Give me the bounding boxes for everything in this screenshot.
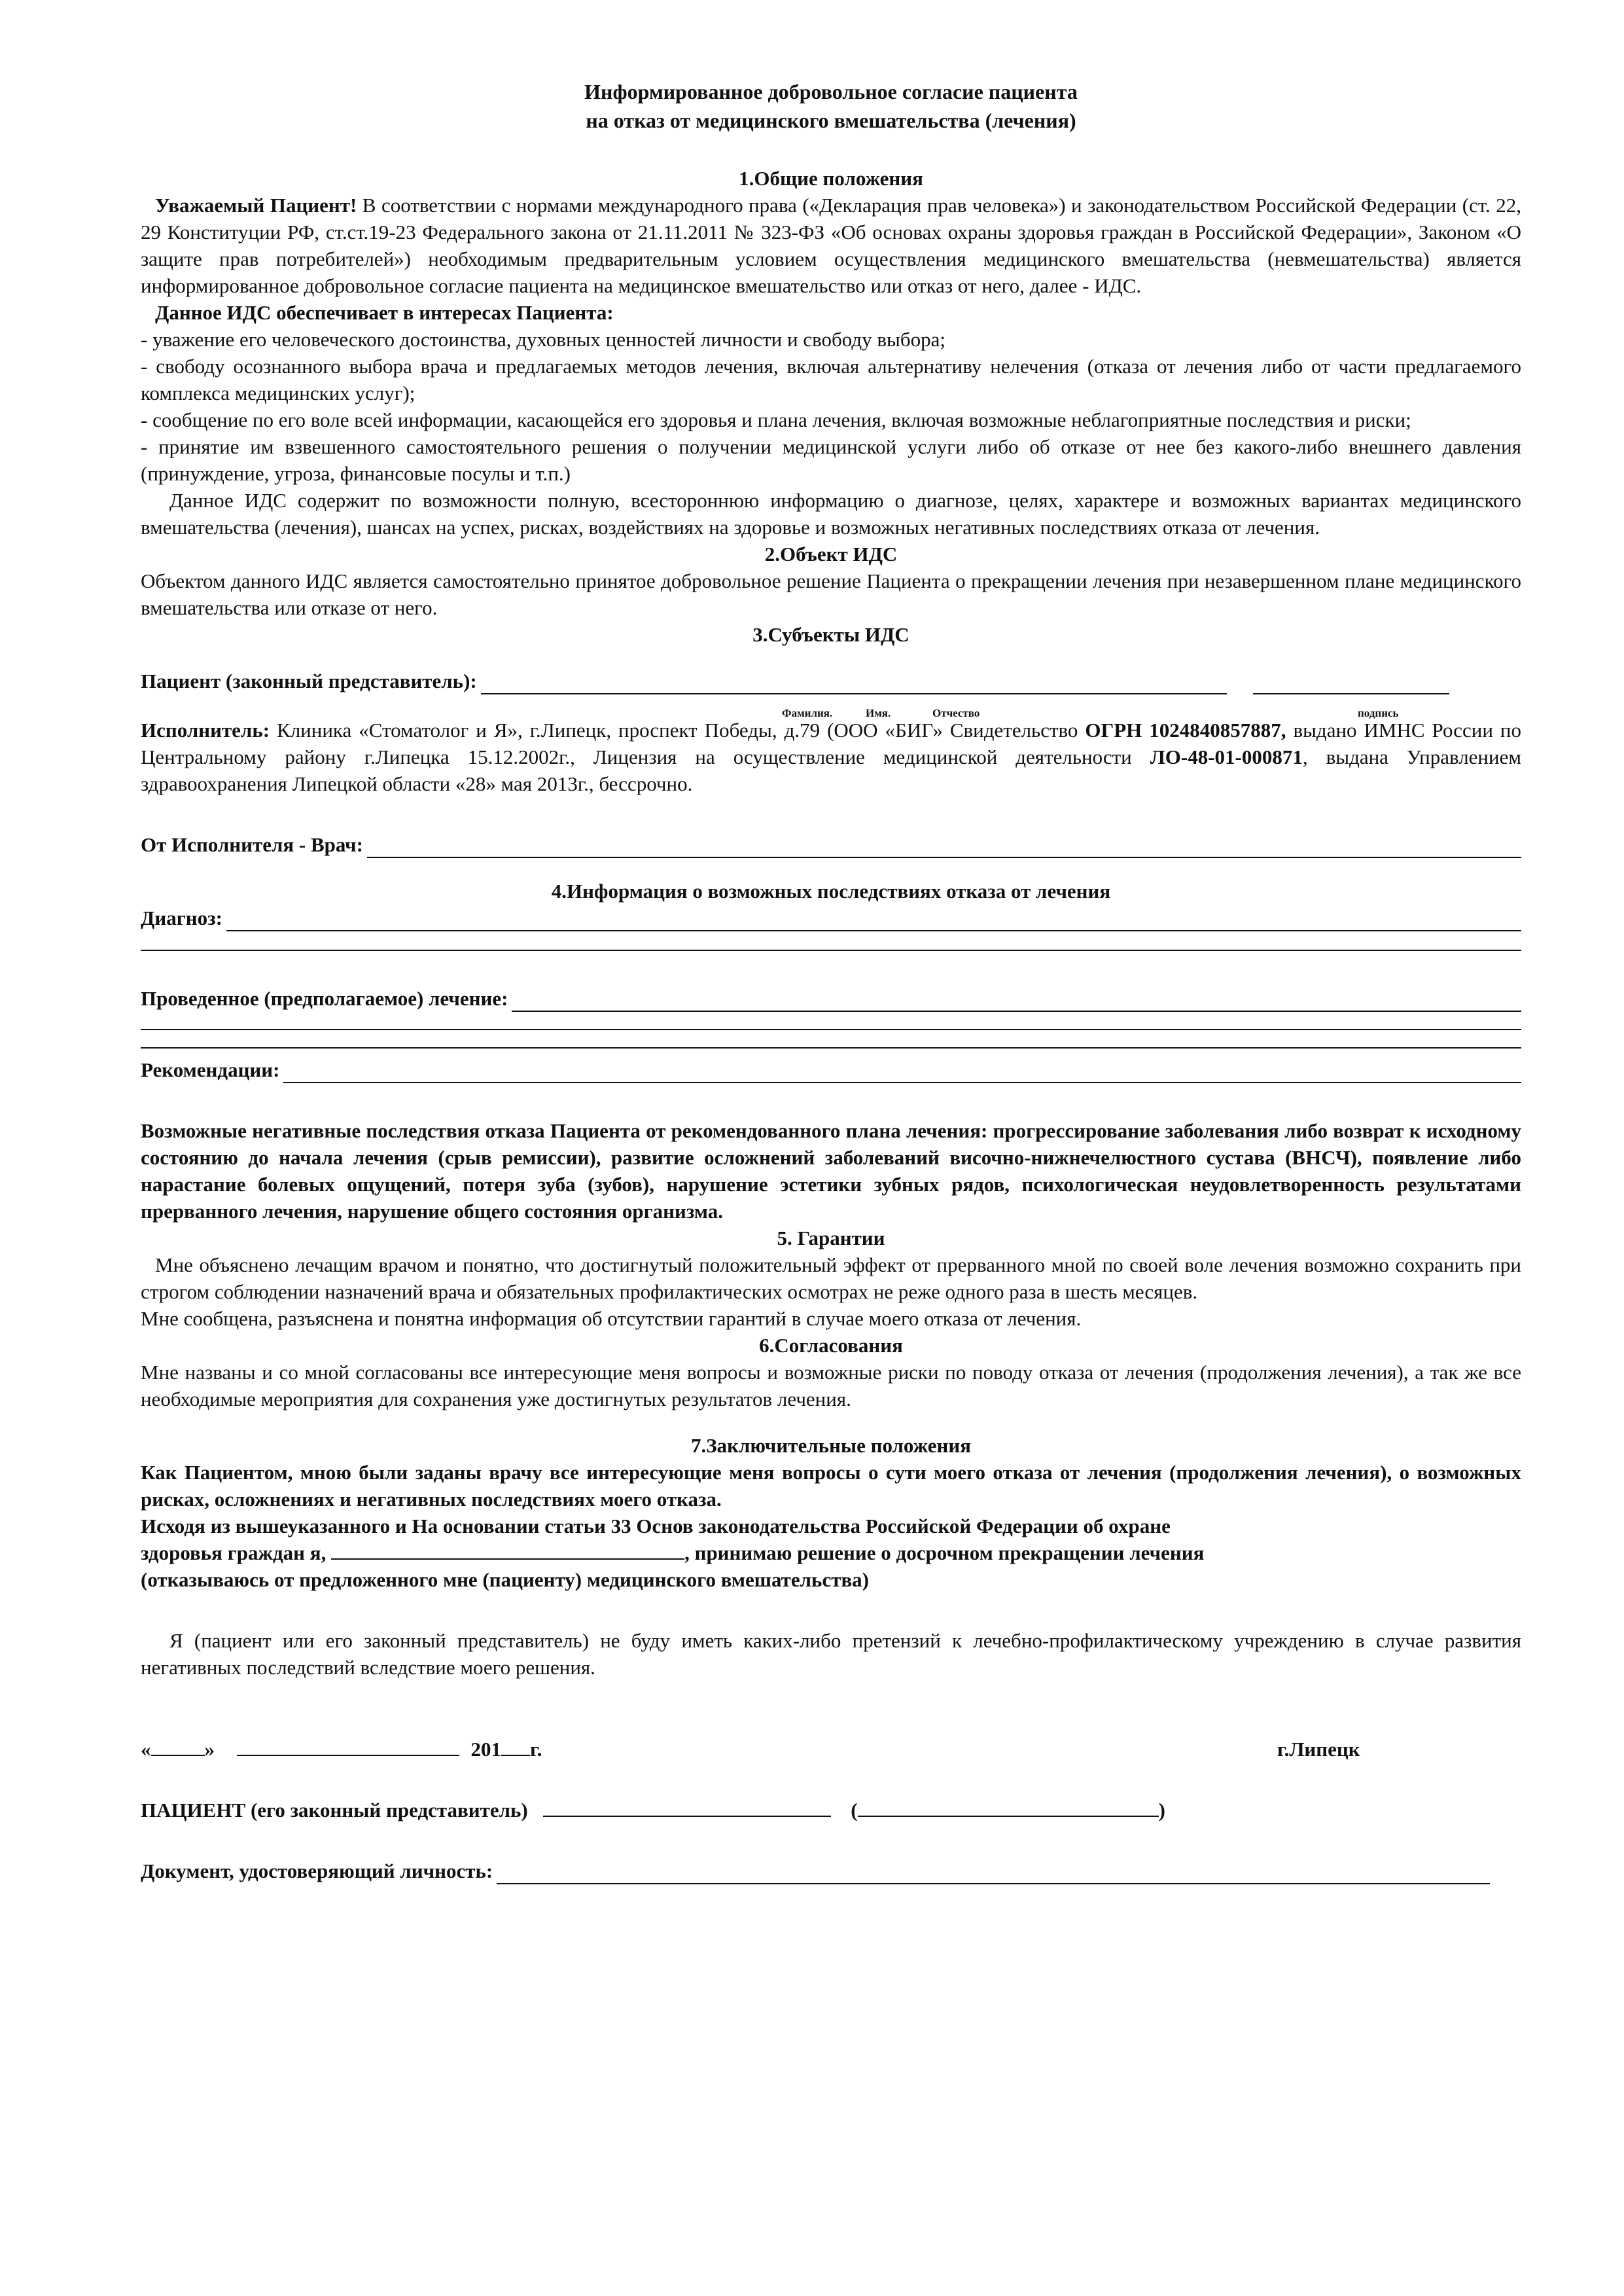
patient-rep-label: ПАЦИЕНТ (его законный представитель) xyxy=(141,1799,528,1821)
section-5-title: 5. Гарантии xyxy=(777,1227,885,1249)
section-7-p1: Как Пациентом, мною были заданы врачу все интересующие меня вопросы о сути моего отказа от лечения (продолжения лечения), о возможных рисках, осложнениях и негативных последствиях моего отказа. xyxy=(141,1461,1521,1511)
patient-field-captions xyxy=(141,694,1521,717)
section-1-intro: Уважаемый Пациент! В соответствии с нормами международного права («Декларация прав человека») и законодательством Российской Федерации (ст. 22, 29 Конституции РФ, ст.ст.19-23 Федерального закона от 21.11.2011 № 323-ФЗ «Об основах охраны здоровья граждан в Российской Федерации», Законом «О защите прав потребителей») необходимым предварительным условием осуществления медицинского вмешательства (невмешательства) является информированное добровольное согласие пациента на медицинское вмешательство или отказ от него, далее - ИДС. xyxy=(141,194,1522,297)
section-5-p2: Мне сообщена, разъяснена и понятна информация об отсутствии гарантий в случае моего отказа от лечения. xyxy=(141,1307,1082,1330)
patient-rep-signature-field[interactable] xyxy=(543,1800,831,1817)
date-month-field[interactable] xyxy=(237,1739,459,1756)
executor-info: Исполнитель: Клиника «Стоматолог и Я», г.Липецк, проспект Победы, д.79 (ООО «БИГ» Свидетельство ОГРН 1024840857887, выдано ИМНС России по Центральному району г.Липецка 15.12.2002г., Лицензия на осуществление медицинской деятельности ЛО-48-01-000871, выдана Управлением здравоохранения Липецкой области «28» мая 2013г., бессрочно. xyxy=(141,719,1521,795)
section-7-p2-line2: здоровья граждан я, , принимаю решение о досрочном прекращении лечения xyxy=(141,1541,1205,1564)
bullet-3: - сообщение по его воле всей информации, касающейся его здоровья и плана лечения, включая возможные неблагоприятные последствия и риски; xyxy=(141,408,1411,431)
id-document-label: Документ, удостоверяющий личность: xyxy=(141,1859,493,1882)
patient-signature-field[interactable] xyxy=(1253,673,1449,694)
id-document-row xyxy=(141,1857,1490,1884)
recommendations-field-row xyxy=(141,1056,1521,1083)
consequences-text: Возможные негативные последствия отказа Пациента от рекомендованного плана лечения: прогрессирование заболевания либо возврат к исходному состоянию до начала лечения (срыв ремиссии), развитие осложнений заболеваний височно-нижнечелюстного сустава (ВНСЧ), появление либо нарастание болевых ощущений, потеря зуба (зубов), нарушение эстетики зубных рядов, психологическая неудовлетворенность результатами прерванного лечения, нарушение общего состояния организма. xyxy=(141,1119,1521,1223)
treatment-field-row xyxy=(141,985,1521,1012)
doctor-field[interactable] xyxy=(367,837,1521,858)
section-7-p2-line3: (отказываюсь от предложенного мне (пациенту) медицинского вмешательства) xyxy=(141,1568,870,1591)
treatment-field-line-2[interactable] xyxy=(141,1012,1521,1030)
diagnosis-field[interactable] xyxy=(226,910,1521,931)
section-1-contains: Данное ИДС содержит по возможности полную, всестороннюю информацию о диагнозе, целях, характере и возможных вариантах медицинского вмешательства (лечения), шансах на успех, рисках, воздействиях на здоровье и возможных негативных последствиях отказа от лечения. xyxy=(141,489,1521,539)
section-4-title: 4.Информация о возможных последствиях отказа от лечения xyxy=(551,880,1111,903)
diagnosis-field-row xyxy=(141,905,1521,931)
claims-text: Я (пациент или его законный представитель) не буду иметь каких-либо претензий к лечебно-профилактическому учреждению в случае развития негативных последствий вследствие моего решения. xyxy=(141,1629,1521,1679)
section-2-title: 2.Объект ИДС xyxy=(764,543,898,565)
caption-surname: Фамилия. xyxy=(782,707,833,719)
document-body xyxy=(141,77,1521,1884)
patient-name-field[interactable] xyxy=(481,673,1227,694)
recommendations-field[interactable] xyxy=(283,1062,1521,1083)
date-row: « » 201 г. г.Липецк xyxy=(141,1736,1521,1763)
recommendations-label: Рекомендации: xyxy=(141,1058,280,1081)
section-7-p2-line1: Исходя из вышеуказанного и На основании статьи 33 Основ законодательства Российской Федерации об охране xyxy=(141,1515,1171,1537)
section-3-title: 3.Субъекты ИДС xyxy=(752,623,909,646)
section-1-provides: Данное ИДС обеспечивает в интересах Пациента: xyxy=(155,301,614,324)
diagnosis-field-line-2[interactable] xyxy=(141,931,1521,951)
diagnosis-label: Диагноз: xyxy=(141,906,222,929)
section-7-title: 7.Заключительные положения xyxy=(691,1434,971,1457)
document-title: Информированное добровольное согласие пациента на отказ от медицинского вмешательства (лечения) xyxy=(584,80,1078,132)
doctor-field-row xyxy=(141,831,1521,858)
section-5-p1: Мне объяснено лечащим врачом и понятно, что достигнутый положительный эффект от прерванного мной по своей воле лечения возможно сохранить при строгом соблюдении назначений врача и обязательных профилактических осмотрах не реже одного раза в шесть месяцев. xyxy=(141,1253,1521,1303)
caption-patronymic: Отчество xyxy=(932,707,980,719)
section-6-text: Мне названы и со мной согласованы все интересующие меня вопросы и возможные риски по поводу отказа от лечения (продолжения лечения), а так же все необходимые мероприятия для сохранения уже достигнутых результатов лечения. xyxy=(141,1361,1521,1410)
section-2-text: Объектом данного ИДС является самостоятельно принятое добровольное решение Пациента о прекращении лечения при незавершенном плане медицинского вмешательства или отказе от него. xyxy=(141,569,1521,619)
section-6-title: 6.Согласования xyxy=(759,1334,903,1357)
bullet-2: - свободу осознанного выбора врача и предлагаемых методов лечения, включая альтернативу нелечения (отказа от лечения либо от части предлагаемого комплекса медицинских услуг); xyxy=(141,355,1521,404)
date-day-field[interactable] xyxy=(151,1739,205,1756)
patient-label: Пациент (законный представитель): xyxy=(141,670,477,692)
treatment-field[interactable] xyxy=(512,991,1521,1012)
bullet-4: - принятие им взвешенного самостоятельного решения о получении медицинской услуги либо об отказе от нее без какого-либо внешнего давления (принуждение, угроза, финансовые посулы и т.п.) xyxy=(141,435,1521,485)
id-document-field[interactable] xyxy=(497,1863,1490,1884)
patient-rep-name-field[interactable] xyxy=(858,1800,1159,1817)
date-year-field[interactable] xyxy=(501,1739,530,1756)
patient-field-row xyxy=(141,668,1521,694)
bullet-1: - уважение его человеческого достоинства, духовных ценностей личности и свободу выбора; xyxy=(141,328,946,351)
city-label: г.Липецк xyxy=(1277,1738,1360,1761)
section-1-title: 1.Общие положения xyxy=(739,167,923,190)
treatment-label: Проведенное (предполагаемое) лечение: xyxy=(141,987,508,1010)
caption-signature: подпись xyxy=(1358,707,1399,719)
caption-name: Имя. xyxy=(866,707,891,719)
treatment-field-line-3[interactable] xyxy=(141,1030,1521,1049)
patient-fullname-field[interactable] xyxy=(331,1543,684,1560)
patient-signature-row: ПАЦИЕНТ (его законный представитель) ( ) xyxy=(141,1799,1165,1821)
doctor-label: От Исполнителя - Врач: xyxy=(141,833,363,856)
